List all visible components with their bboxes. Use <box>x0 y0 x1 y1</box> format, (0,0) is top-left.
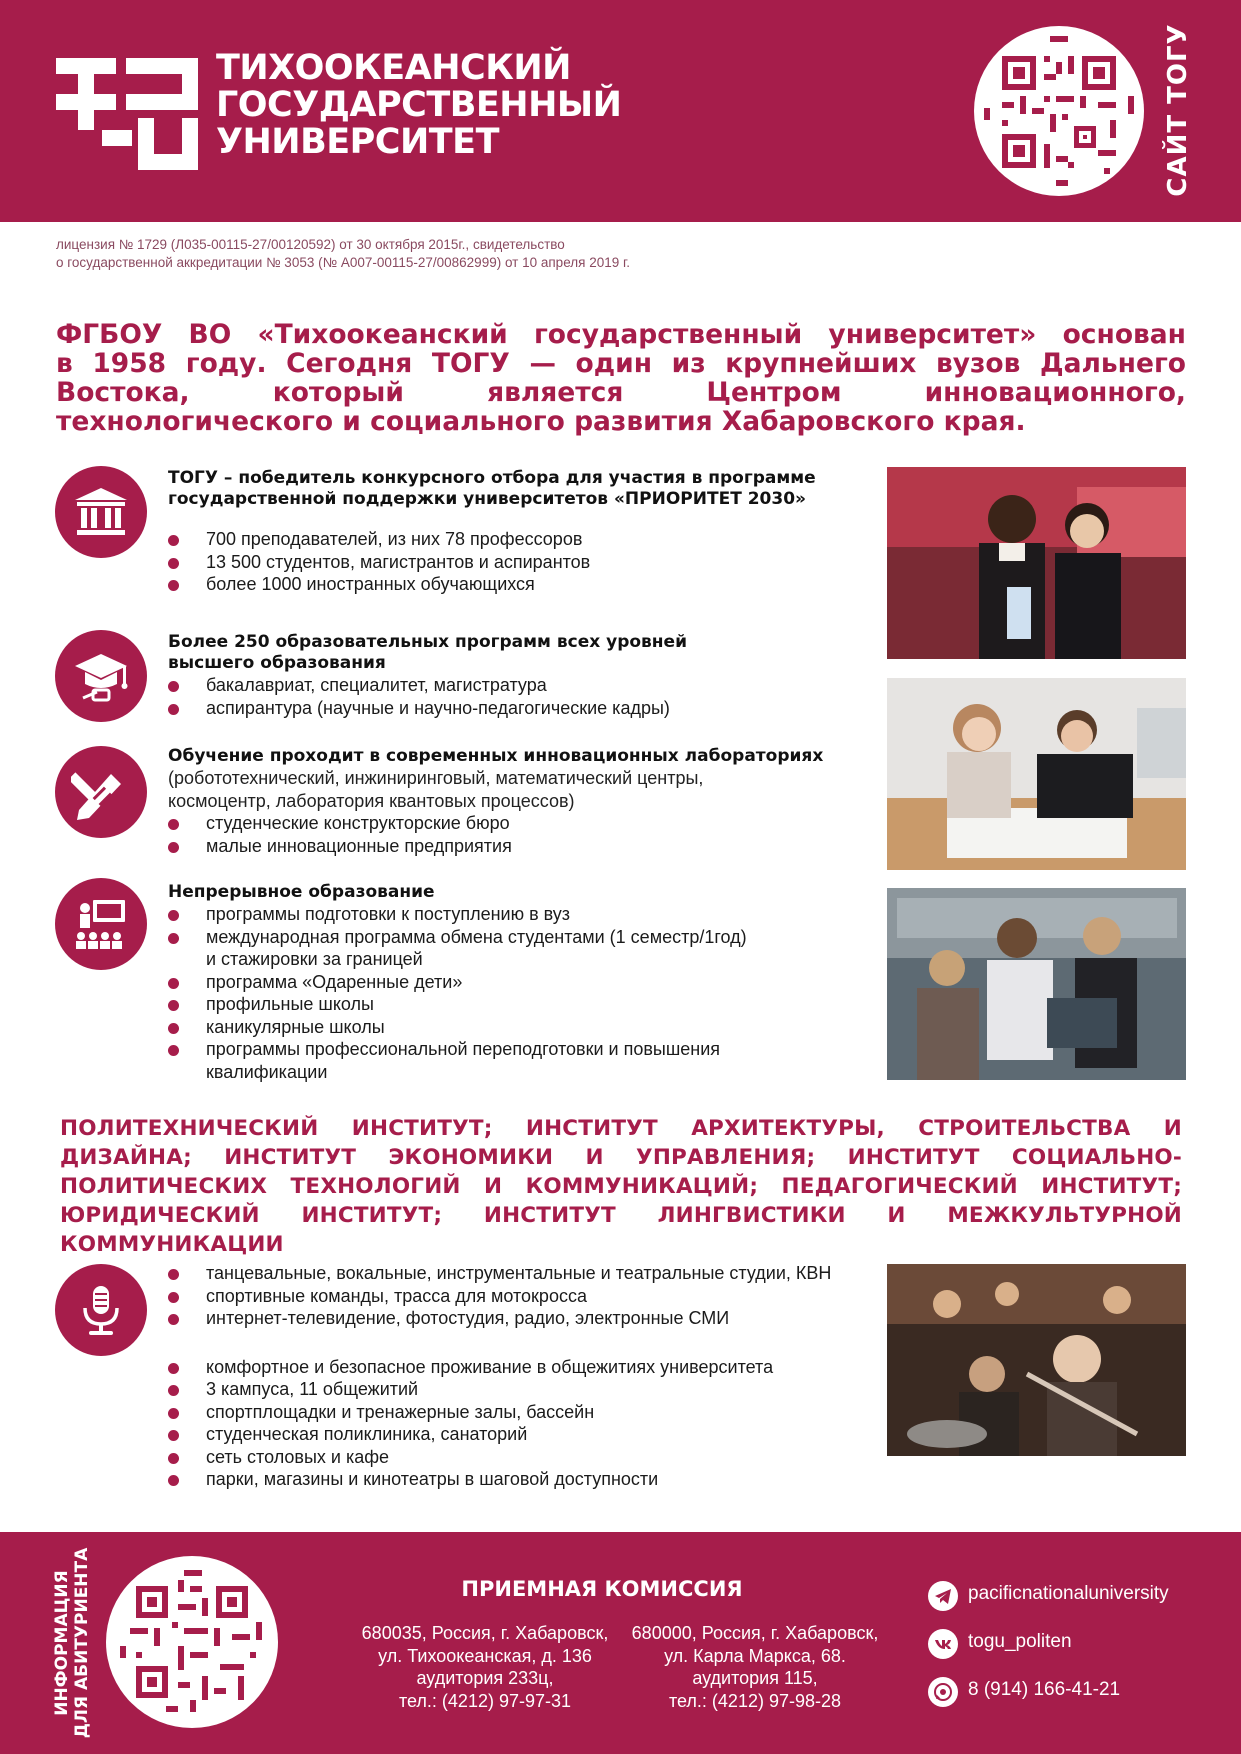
continuous-education-section <box>168 882 868 1083</box>
graduation-cap-icon <box>55 630 147 722</box>
whatsapp-phone: 8 (914) 166-41-21 <box>968 1679 1121 1700</box>
list-item <box>168 1038 868 1083</box>
togu-logo <box>56 58 198 170</box>
priority-title-line: ТОГУ – победитель конкурсного отбора для участия в программе <box>168 468 816 488</box>
list-item: сеть столовых и кафе <box>168 1446 868 1469</box>
list-item-line: программы профессиональной переподготовки и повышения <box>206 1039 721 1059</box>
address-campus-2 <box>615 1622 895 1712</box>
phone-link[interactable]: тел.: (4212) 97-98-28 <box>668 1690 842 1711</box>
university-name-line: ГОСУДАРСТВЕННЫЙ <box>216 85 622 125</box>
applicant-info-line: ДЛЯ АБИТУРИЕНТА <box>72 1547 92 1739</box>
address-line: 680000, Россия, г. Хабаровск, <box>631 1623 879 1643</box>
applicant-qr-code[interactable] <box>106 1556 278 1728</box>
list-item-line: международная программа обмена студентами (1 семестр/1год) <box>206 926 747 947</box>
vk-icon <box>928 1629 958 1659</box>
telegram-icon <box>928 1581 958 1611</box>
address-line: ул. Тихоокеанская, д. 136 <box>378 1645 592 1666</box>
priority-title-line: государственной поддержки университетов «ПРИОРИТЕТ 2030» <box>168 489 807 509</box>
site-qr-code[interactable] <box>974 26 1144 196</box>
priority-section <box>168 468 868 596</box>
list-item: 13 500 студентов, магистрантов и аспирантов <box>168 551 868 574</box>
list-item: малые инновационные предприятия <box>168 835 868 858</box>
teacher-classroom-icon <box>55 878 147 970</box>
whatsapp-icon <box>928 1677 958 1707</box>
list-item <box>168 926 868 971</box>
list-item: интернет-телевидение, фотостудия, радио, электронные СМИ <box>168 1307 868 1330</box>
university-name-line: ТИХООКЕАНСКИЙ <box>216 48 571 88</box>
list-item: 700 преподавателей, из них 78 профессоров <box>168 528 868 551</box>
address-campus-1 <box>345 1622 625 1712</box>
labs-subtitle-line: космоцентр, лаборатория квантовых процессов) <box>168 790 575 811</box>
intro-line: ФГБОУ ВО «Тихоокеанский государственный университет» основан <box>56 319 1186 350</box>
list-item: спортплощадки и тренажерные залы, бассейн <box>168 1401 868 1424</box>
university-name-line: УНИВЕРСИТЕТ <box>216 122 499 162</box>
list-item: танцевальные, вокальные, инструментальные и театральные студии, КВН <box>168 1262 868 1285</box>
address-line: 680035, Россия, г. Хабаровск, <box>361 1623 609 1643</box>
applicant-info-line: ИНФОРМАЦИЯ <box>52 1570 72 1716</box>
applicant-info-text <box>52 1548 92 1739</box>
lab-photo <box>887 888 1186 1080</box>
programs-section <box>168 632 868 719</box>
list-item: более 1000 иностранных обучающихся <box>168 573 868 596</box>
list-item: профильные школы <box>168 993 868 1016</box>
labs-subtitle-line: (робототехнический, инжиниринговый, математический центры, <box>168 768 704 788</box>
intro-line: в 1958 году. Сегодня ТОГУ — один из крупнейших вузов Дальнего <box>56 348 1186 379</box>
intro-line: технологического и социального развития Хабаровского края. <box>56 406 1026 437</box>
university-building-icon <box>55 466 147 558</box>
labs-title: Обучение проходит в современных инновационных лабораториях <box>168 746 824 766</box>
telegram-handle: pacificnationaluniversity <box>968 1583 1169 1604</box>
list-item: аспирантура (научные и научно-педагогические кадры) <box>168 697 868 720</box>
list-item: комфортное и безопасное проживание в общежитиях университета <box>168 1356 868 1379</box>
address-line: аудитория 233ц, <box>416 1668 554 1688</box>
address-line: аудитория 115, <box>692 1668 818 1688</box>
list-item: бакалавриат, специалитет, магистратура <box>168 674 868 697</box>
phone-link[interactable]: тел.: (4212) 97-97-31 <box>398 1690 572 1711</box>
applicant-info-label <box>42 1548 102 1738</box>
student-life-section <box>168 1262 868 1491</box>
list-item: программа «Одаренные дети» <box>168 971 868 994</box>
engineering-tools-icon <box>55 746 147 838</box>
license-line: о государственной аккредитации № 3053 (№ А007-00115-27/00862999) от 10 апреля 2019 г. <box>56 255 631 270</box>
intro-heading <box>56 320 1186 436</box>
list-item: 3 кампуса, 11 общежитий <box>168 1378 868 1401</box>
admission-title: ПРИЕМНАЯ КОМИССИЯ <box>461 1577 743 1601</box>
microphone-icon <box>55 1264 147 1356</box>
site-label-text: САЙТ ТОГУ <box>1163 23 1193 197</box>
students-photo <box>887 467 1186 659</box>
license-text <box>56 236 630 272</box>
list-item-line: и стажировки за границей <box>206 949 423 969</box>
vk-handle: togu_politen <box>968 1631 1072 1652</box>
license-line: лицензия № 1729 (Л035-00115-27/00120592) от 30 октября 2015г., свидетельство <box>56 237 565 252</box>
programs-title-line: Более 250 образовательных программ всех уровней <box>168 632 687 652</box>
university-name <box>216 50 621 161</box>
list-item: студенческая поликлиника, санаторий <box>168 1423 868 1446</box>
performance-photo <box>887 1264 1186 1456</box>
list-item: программы подготовки к поступлению в вуз <box>168 903 868 926</box>
list-item: спортивные команды, трасса для мотокросса <box>168 1285 868 1308</box>
list-item-line: квалификации <box>206 1061 328 1082</box>
address-line: ул. Карла Маркса, 68. <box>664 1645 846 1666</box>
continuous-title: Непрерывное образование <box>168 882 435 902</box>
institutes-list: ПОЛИТЕХНИЧЕСКИЙ ИНСТИТУТ; ИНСТИТУТ АРХИТЕКТУРЫ, СТРОИТЕЛЬСТВА И ДИЗАЙНА; ИНСТИТУТ ЭКОНОМИКИ И УПРАВЛЕНИЯ; ИНСТИТУТ СОЦИАЛЬНО-ПОЛИТИЧЕСКИХ ТЕХНОЛОГИЙ И КОММУНИКАЦИЙ; ПЕДАГОГИЧЕСКИЙ ИНСТИТУТ; ЮРИДИЧЕСКИЙ ИНСТИТУТ; ИНСТИТУТ ЛИНГВИСТИКИ И МЕЖКУЛЬТУРНОЙ КОММУНИКАЦИИ <box>60 1116 1182 1257</box>
list-item: каникулярные школы <box>168 1016 868 1039</box>
list-item: студенческие конструкторские бюро <box>168 812 868 835</box>
labs-section <box>168 746 868 857</box>
list-item: парки, магазины и кинотеатры в шаговой доступности <box>168 1468 868 1491</box>
study-photo <box>887 678 1186 870</box>
programs-title-line: высшего образования <box>168 653 386 673</box>
intro-line: Востока, который является Центром инновационного, <box>56 377 1186 408</box>
site-label <box>1148 23 1208 197</box>
